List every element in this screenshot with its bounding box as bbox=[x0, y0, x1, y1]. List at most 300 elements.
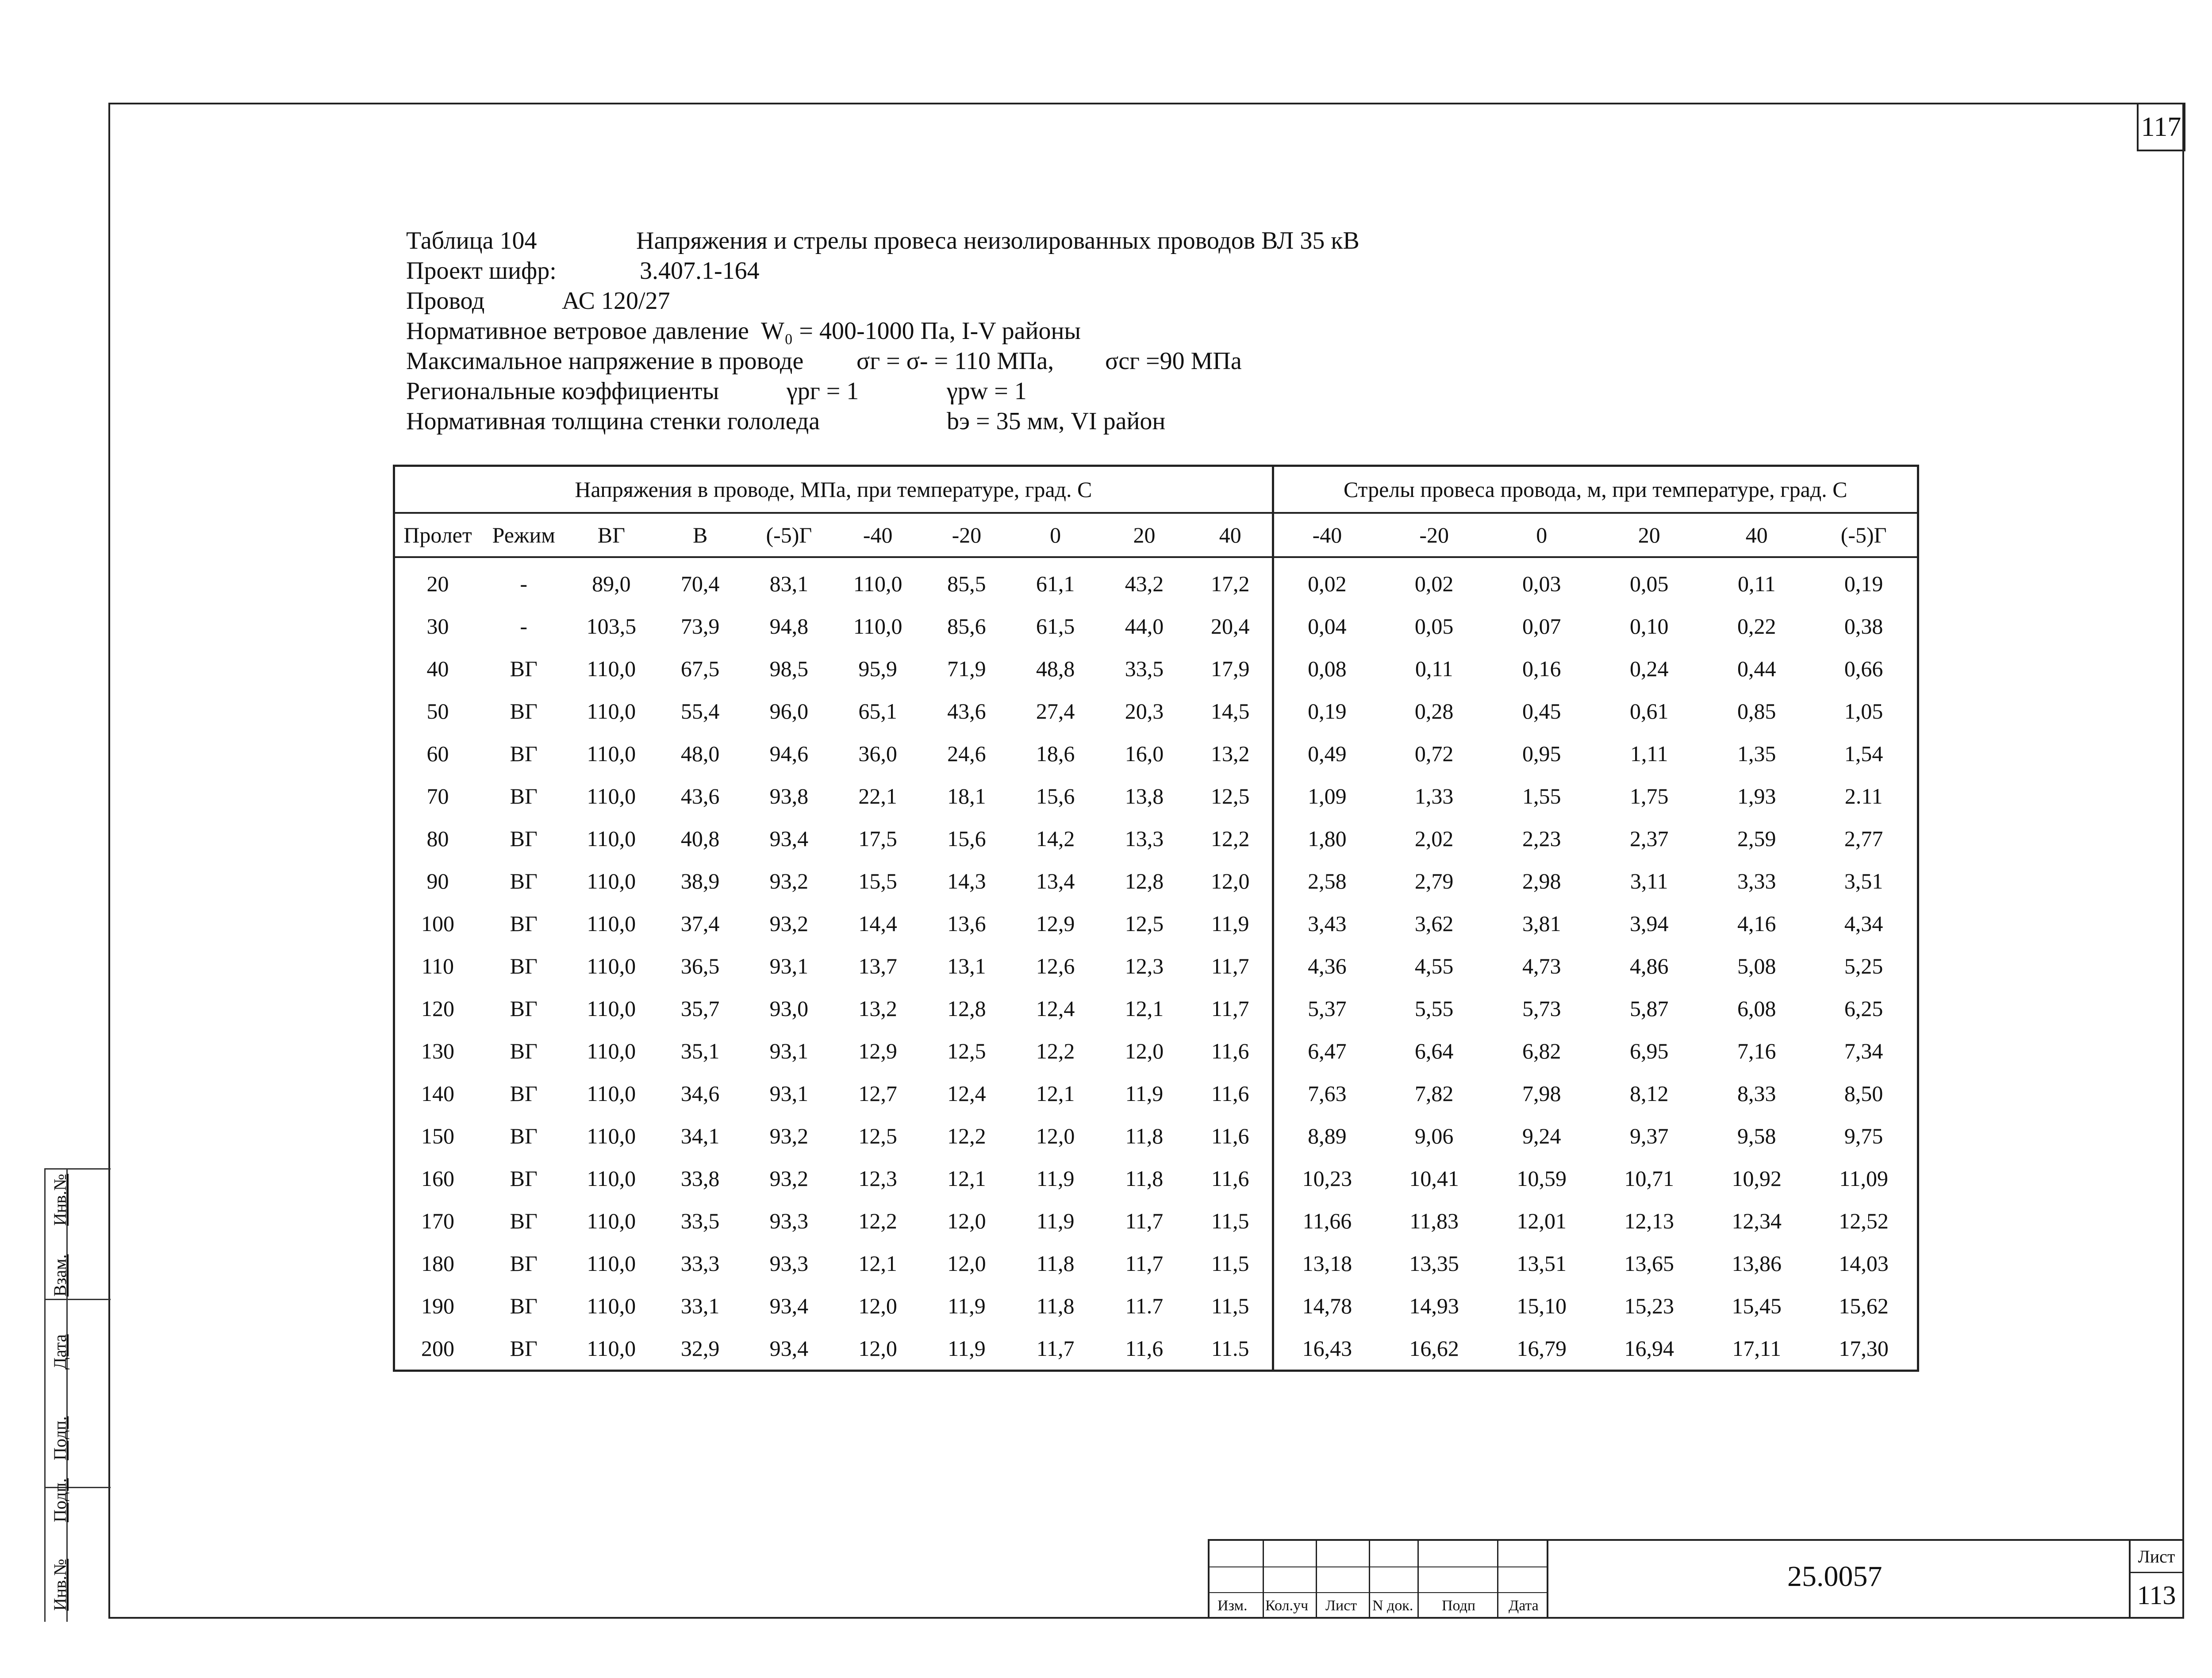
table-cell: 110,0 bbox=[587, 911, 636, 936]
table-cell: 11,8 bbox=[1125, 1166, 1164, 1191]
table-cell: 16,94 bbox=[1624, 1336, 1674, 1361]
table-cell: 27,4 bbox=[1036, 699, 1075, 724]
table-cell: 93,0 bbox=[769, 996, 809, 1021]
table-cell: 3,11 bbox=[1630, 869, 1668, 893]
table-cell: 12,0 bbox=[1036, 1124, 1075, 1148]
table-cell: 1,75 bbox=[1629, 784, 1669, 808]
table-cell: 12,01 bbox=[1517, 1208, 1567, 1233]
table-row bbox=[394, 860, 1918, 902]
table-cell: 13,2 bbox=[1210, 741, 1250, 766]
table-cell: 15,23 bbox=[1624, 1293, 1674, 1318]
table-cell: 93,2 bbox=[769, 1124, 809, 1148]
table-cell: 3,94 bbox=[1629, 911, 1669, 936]
tb-label-date: Дата bbox=[1509, 1597, 1539, 1614]
table-cell: 11,7 bbox=[1125, 1251, 1164, 1276]
table-cell: 0,16 bbox=[1522, 656, 1561, 681]
column-header: (-5)Г bbox=[745, 513, 833, 557]
table-cell: 17,30 bbox=[1839, 1336, 1889, 1361]
table-cell: 11,9 bbox=[1125, 1081, 1164, 1106]
column-header: 20 bbox=[1100, 513, 1189, 557]
table-cell: 80 bbox=[426, 826, 449, 851]
column-header: 0 bbox=[1488, 513, 1595, 557]
table-cell: 94,8 bbox=[769, 614, 809, 639]
table-cell: 4,34 bbox=[1844, 911, 1883, 936]
table-cell: ВГ bbox=[510, 826, 538, 851]
table-cell: 5,25 bbox=[1844, 954, 1883, 978]
table-cell: 93,3 bbox=[769, 1251, 809, 1276]
column-header: (-5)Г bbox=[1810, 513, 1918, 557]
table-cell: 160 bbox=[421, 1166, 454, 1191]
table-cell: 0,66 bbox=[1844, 656, 1883, 681]
table-cell: 93,1 bbox=[769, 1039, 809, 1063]
table-cell: 38,9 bbox=[680, 869, 720, 893]
table-cell: 43,2 bbox=[1125, 571, 1164, 596]
table-row bbox=[394, 1327, 1918, 1371]
table-cell: 0,05 bbox=[1414, 614, 1454, 639]
table-row bbox=[394, 902, 1918, 945]
table-cell: 12,9 bbox=[1036, 911, 1075, 936]
table-cell: 12,0 bbox=[947, 1251, 986, 1276]
table-cell: 15,62 bbox=[1839, 1293, 1889, 1318]
table-cell: 1,35 bbox=[1737, 741, 1776, 766]
table-cell: 0,02 bbox=[1273, 557, 1380, 605]
table-cell: 14,3 bbox=[947, 869, 986, 893]
table-cell: 1,05 bbox=[1844, 699, 1883, 724]
table-cell: 67,5 bbox=[680, 656, 720, 681]
coef-label: Региональные коэффициенты bbox=[406, 377, 719, 405]
table-cell: 15,45 bbox=[1732, 1293, 1782, 1318]
table-cell: 4,73 bbox=[1522, 954, 1561, 978]
table-cell: 11,5 bbox=[1211, 1251, 1249, 1276]
side-label-inv-2: Инв.№ bbox=[50, 1559, 70, 1611]
table-cell: 12,1 bbox=[1125, 996, 1164, 1021]
table-cell: 10,92 bbox=[1732, 1166, 1782, 1191]
table-cell: 61,1 bbox=[1036, 571, 1075, 596]
column-header: В bbox=[656, 513, 745, 557]
table-cell: 71,9 bbox=[947, 656, 986, 681]
table-cell: 5,37 bbox=[1273, 987, 1380, 1030]
table-cell: 89,0 bbox=[592, 571, 631, 596]
tb-label-list: Лист bbox=[1325, 1597, 1357, 1614]
table-cell: 0,07 bbox=[1522, 614, 1561, 639]
table-cell: 110,0 bbox=[587, 741, 636, 766]
page-number-top: 117 bbox=[2137, 103, 2185, 151]
table-cell: 22,1 bbox=[858, 784, 897, 808]
table-cell: 110,0 bbox=[587, 996, 636, 1021]
table-cell: 93,8 bbox=[769, 784, 809, 808]
tb-label-kolych: Кол.уч bbox=[1265, 1597, 1309, 1614]
table-cell: 11,7 bbox=[1211, 954, 1249, 978]
stress-value-2: σсг =90 МПа bbox=[1105, 347, 1242, 375]
table-cell: 11,9 bbox=[1211, 911, 1249, 936]
table-cell: 12,2 bbox=[858, 1208, 897, 1233]
table-cell: 11,9 bbox=[948, 1293, 986, 1318]
table-cell: 20,4 bbox=[1210, 614, 1250, 639]
table-cell: 12,5 bbox=[858, 1124, 897, 1148]
table-cell: 6,25 bbox=[1844, 996, 1883, 1021]
table-cell: 93,2 bbox=[769, 911, 809, 936]
table-cell: 34,6 bbox=[680, 1081, 720, 1106]
wind-label: Нормативное ветровое давление bbox=[406, 317, 749, 345]
table-cell: 6,47 bbox=[1273, 1030, 1380, 1072]
table-cell: 0,19 bbox=[1844, 571, 1883, 596]
table-cell: 11,7 bbox=[1211, 996, 1249, 1021]
tb-label-podp: Подп bbox=[1442, 1597, 1476, 1614]
table-cell: 13,8 bbox=[1125, 784, 1164, 808]
table-cell: 3,81 bbox=[1522, 911, 1561, 936]
table-cell: 0,38 bbox=[1844, 614, 1883, 639]
table-cell: 11,9 bbox=[948, 1336, 986, 1361]
table-cell: 16,62 bbox=[1409, 1336, 1459, 1361]
table-cell: 1,80 bbox=[1273, 817, 1380, 860]
table-cell: 110,0 bbox=[853, 614, 902, 639]
table-cell: 200 bbox=[421, 1336, 454, 1361]
table-cell: 4,36 bbox=[1273, 945, 1380, 987]
table-cell: 13,7 bbox=[858, 954, 897, 978]
table-cell: 70,4 bbox=[680, 571, 720, 596]
table-cell: 6,82 bbox=[1522, 1039, 1561, 1063]
table-cell: 1,93 bbox=[1737, 784, 1776, 808]
table-cell: 110,0 bbox=[587, 1251, 636, 1276]
column-header: -20 bbox=[922, 513, 1011, 557]
table-cell: 103,5 bbox=[586, 614, 637, 639]
table-cell: 11,5 bbox=[1211, 1293, 1249, 1318]
table-cell: 24,6 bbox=[947, 741, 986, 766]
table-cell: 0,24 bbox=[1629, 656, 1669, 681]
table-cell: 12,3 bbox=[858, 1166, 897, 1191]
table-cell: 33,3 bbox=[680, 1251, 720, 1276]
table-cell: ВГ bbox=[510, 869, 538, 893]
table-cell: 94,6 bbox=[769, 741, 809, 766]
table-cell: 12,1 bbox=[858, 1251, 897, 1276]
table-cell: 12,2 bbox=[947, 1124, 986, 1148]
column-header: -40 bbox=[1273, 513, 1380, 557]
table-cell: 110,0 bbox=[587, 1081, 636, 1106]
table-cell: 11,8 bbox=[1036, 1293, 1075, 1318]
table-row bbox=[394, 945, 1918, 987]
table-cell: 93,4 bbox=[769, 1336, 809, 1361]
title-block bbox=[1208, 1539, 2184, 1619]
table-cell: 65,1 bbox=[858, 699, 897, 724]
table-cell: 13,4 bbox=[1036, 869, 1075, 893]
table-cell: 11,8 bbox=[1036, 1251, 1075, 1276]
table-cell: 2,98 bbox=[1522, 869, 1561, 893]
table-cell: 43,6 bbox=[680, 784, 720, 808]
table-cell: 1,33 bbox=[1414, 784, 1454, 808]
table-cell: 12,5 bbox=[947, 1039, 986, 1063]
table-cell: ВГ bbox=[510, 784, 538, 808]
table-cell: 20 bbox=[426, 571, 449, 596]
table-cell: ВГ bbox=[510, 1166, 538, 1191]
table-cell: 12,34 bbox=[1732, 1208, 1782, 1233]
table-cell: 95,9 bbox=[858, 656, 897, 681]
table-cell: 0,95 bbox=[1522, 741, 1561, 766]
table-cell: 110,0 bbox=[587, 1124, 636, 1148]
side-label-inv-1: Инв.№ bbox=[50, 1174, 70, 1226]
table-cell: 4,16 bbox=[1737, 911, 1776, 936]
table-cell: 4,86 bbox=[1629, 954, 1669, 978]
table-cell: 16,0 bbox=[1125, 741, 1164, 766]
table-cell: 120 bbox=[421, 996, 454, 1021]
column-header: Пролет bbox=[394, 513, 480, 557]
table-cell: 0,04 bbox=[1273, 605, 1380, 647]
table-cell: 70 bbox=[426, 784, 449, 808]
table-cell: 93,4 bbox=[769, 1293, 809, 1318]
table-cell: 55,4 bbox=[680, 699, 720, 724]
table-cell: 6,08 bbox=[1737, 996, 1776, 1021]
table-cell: 110,0 bbox=[587, 784, 636, 808]
wind-value: W₀ = 400-1000 Па, I-V районы bbox=[761, 317, 1081, 345]
ice-value: bэ = 35 мм, VI район bbox=[947, 408, 1166, 435]
table-cell: - bbox=[520, 614, 528, 639]
table-cell: 9,58 bbox=[1737, 1124, 1776, 1148]
table-row bbox=[394, 605, 1918, 647]
table-cell: 0,28 bbox=[1414, 699, 1454, 724]
table-cell: 2,59 bbox=[1737, 826, 1776, 851]
table-cell: 2,23 bbox=[1522, 826, 1561, 851]
table-cell: 48,0 bbox=[680, 741, 720, 766]
table-cell: ВГ bbox=[510, 996, 538, 1021]
table-cell: 3,33 bbox=[1737, 869, 1776, 893]
table-cell: 110,0 bbox=[587, 869, 636, 893]
table-cell: 1,55 bbox=[1522, 784, 1561, 808]
table-cell: 10,71 bbox=[1624, 1166, 1674, 1191]
table-cell: 85,5 bbox=[947, 571, 986, 596]
table-cell: 2,79 bbox=[1414, 869, 1454, 893]
table-cell: 0,02 bbox=[1414, 571, 1454, 596]
project-label: Проект шифр: bbox=[406, 257, 557, 285]
table-cell: 7,82 bbox=[1414, 1081, 1454, 1106]
table-cell: 190 bbox=[421, 1293, 454, 1318]
table-cell: 110,0 bbox=[587, 1336, 636, 1361]
table-cell: 2,37 bbox=[1629, 826, 1669, 851]
table-cell: 43,6 bbox=[947, 699, 986, 724]
table-cell: 0,44 bbox=[1737, 656, 1776, 681]
column-header: 40 bbox=[1703, 513, 1810, 557]
table-cell: 3,43 bbox=[1273, 902, 1380, 945]
sheet-label: Лист bbox=[2131, 1541, 2182, 1573]
column-header: -40 bbox=[833, 513, 922, 557]
table-cell: 2.11 bbox=[1844, 784, 1883, 808]
table-row bbox=[394, 1030, 1918, 1072]
table-cell: 11,6 bbox=[1211, 1039, 1249, 1063]
table-cell: ВГ bbox=[510, 1336, 538, 1361]
table-cell: 36,5 bbox=[680, 954, 720, 978]
table-cell: 11,7 bbox=[1125, 1208, 1164, 1233]
table-row bbox=[394, 1285, 1918, 1327]
table-cell: 10,59 bbox=[1517, 1166, 1567, 1191]
table-cell: 0,19 bbox=[1273, 690, 1380, 732]
table-cell: 10,41 bbox=[1409, 1166, 1459, 1191]
table-row bbox=[394, 775, 1918, 817]
table-cell: 14,5 bbox=[1210, 699, 1250, 724]
wire-value: АС 120/27 bbox=[562, 287, 670, 315]
coef-value-2: γpw = 1 bbox=[947, 377, 1027, 405]
table-cell: 7,98 bbox=[1522, 1081, 1561, 1106]
table-cell: - bbox=[520, 571, 528, 596]
table-cell: 33,8 bbox=[680, 1166, 720, 1191]
table-cell: 12,0 bbox=[858, 1293, 897, 1318]
table-cell: 11,6 bbox=[1125, 1336, 1164, 1361]
table-cell: 12,0 bbox=[1125, 1039, 1164, 1063]
table-cell: 11,8 bbox=[1125, 1124, 1164, 1148]
table-cell: 110,0 bbox=[587, 1293, 636, 1318]
column-header: 40 bbox=[1189, 513, 1273, 557]
table-cell: 11,83 bbox=[1409, 1208, 1459, 1233]
table-cell: 130 bbox=[421, 1039, 454, 1063]
table-cell: 15,6 bbox=[947, 826, 986, 851]
table-cell: 98,5 bbox=[769, 656, 809, 681]
table-cell: 8,50 bbox=[1844, 1081, 1883, 1106]
table-cell: 5,73 bbox=[1522, 996, 1561, 1021]
table-cell: 6,64 bbox=[1414, 1039, 1454, 1063]
table-cell: 3,62 bbox=[1414, 911, 1454, 936]
side-label-date: Дата bbox=[50, 1334, 70, 1370]
table-cell: 15,6 bbox=[1036, 784, 1075, 808]
table-cell: 5,55 bbox=[1414, 996, 1454, 1021]
table-cell: 12,0 bbox=[947, 1208, 986, 1233]
tb-label-izm: Изм. bbox=[1217, 1597, 1248, 1614]
table-cell: 12,5 bbox=[1210, 784, 1250, 808]
table-cell: 0,49 bbox=[1273, 732, 1380, 775]
table-cell: 14,93 bbox=[1409, 1293, 1459, 1318]
table-cell: ВГ bbox=[510, 741, 538, 766]
table-cell: 12,13 bbox=[1624, 1208, 1674, 1233]
table-cell: 18,6 bbox=[1036, 741, 1075, 766]
table-cell: 12,0 bbox=[858, 1336, 897, 1361]
table-cell: 150 bbox=[421, 1124, 454, 1148]
table-cell: 17,9 bbox=[1210, 656, 1250, 681]
table-cell: 33,5 bbox=[680, 1208, 720, 1233]
table-cell: 17,11 bbox=[1732, 1336, 1782, 1361]
table-cell: 140 bbox=[421, 1081, 454, 1106]
table-cell: 1,11 bbox=[1630, 741, 1668, 766]
table-cell: 11,09 bbox=[1839, 1166, 1888, 1191]
table-cell: 44,0 bbox=[1125, 614, 1164, 639]
table-cell: 10,23 bbox=[1273, 1157, 1380, 1200]
table-cell: 14,03 bbox=[1839, 1251, 1889, 1276]
table-cell: 11,66 bbox=[1273, 1200, 1380, 1242]
revision-grid bbox=[1208, 1539, 1548, 1619]
table-cell: 9,37 bbox=[1629, 1124, 1669, 1148]
table-cell: 11,9 bbox=[1036, 1208, 1075, 1233]
table-cell: 13,6 bbox=[947, 911, 986, 936]
table-row bbox=[394, 557, 1918, 605]
document-code: 25.0057 bbox=[1787, 1560, 1882, 1593]
table-cell: 0,61 bbox=[1629, 699, 1669, 724]
table-cell: ВГ bbox=[510, 1251, 538, 1276]
table-cell: 15,10 bbox=[1517, 1293, 1567, 1318]
table-cell: 5,08 bbox=[1737, 954, 1776, 978]
table-row bbox=[394, 987, 1918, 1030]
table-cell: 0,11 bbox=[1737, 571, 1776, 596]
table-cell: 18,1 bbox=[947, 784, 986, 808]
table-cell: 1,54 bbox=[1844, 741, 1883, 766]
table-cell: 6,95 bbox=[1629, 1039, 1669, 1063]
table-title: Напряжения и стрелы провеса неизолированных проводов ВЛ 35 кВ bbox=[636, 227, 1359, 254]
column-header: Режим bbox=[480, 513, 567, 557]
table-cell: ВГ bbox=[510, 911, 538, 936]
table-cell: 93,1 bbox=[769, 1081, 809, 1106]
table-row bbox=[394, 647, 1918, 690]
table-cell: 180 bbox=[421, 1251, 454, 1276]
table-cell: 35,1 bbox=[680, 1039, 720, 1063]
table-cell: 12,2 bbox=[1210, 826, 1250, 851]
table-cell: 8,33 bbox=[1737, 1081, 1776, 1106]
table-cell: 0,03 bbox=[1522, 571, 1561, 596]
table-cell: 11,7 bbox=[1036, 1336, 1075, 1361]
column-header: ВГ bbox=[567, 513, 656, 557]
table-cell: 13,1 bbox=[947, 954, 986, 978]
table-cell: 9,75 bbox=[1844, 1124, 1883, 1148]
table-cell: 14,2 bbox=[1036, 826, 1075, 851]
table-cell: 0,05 bbox=[1629, 571, 1669, 596]
table-cell: 7,63 bbox=[1273, 1072, 1380, 1115]
table-cell: 12,1 bbox=[947, 1166, 986, 1191]
table-cell: 83,1 bbox=[769, 571, 809, 596]
table-cell: 61,5 bbox=[1036, 614, 1075, 639]
table-cell: 0,10 bbox=[1629, 614, 1669, 639]
table-cell: 12,2 bbox=[1036, 1039, 1075, 1063]
table-cell: 12,8 bbox=[1125, 869, 1164, 893]
table-cell: 16,79 bbox=[1517, 1336, 1567, 1361]
table-cell: 40 bbox=[426, 656, 449, 681]
table-cell: 12,4 bbox=[947, 1081, 986, 1106]
table-cell: 110,0 bbox=[587, 1166, 636, 1191]
table-cell: 11,9 bbox=[1036, 1166, 1075, 1191]
table-row bbox=[394, 1115, 1918, 1157]
table-cell: ВГ bbox=[510, 1208, 538, 1233]
stress-label: Максимальное напряжение в проводе bbox=[406, 347, 804, 375]
table-cell: 13,35 bbox=[1409, 1251, 1459, 1276]
table-cell: 0,11 bbox=[1415, 656, 1453, 681]
table-cell: 9,24 bbox=[1522, 1124, 1561, 1148]
table-cell: 12,52 bbox=[1839, 1208, 1889, 1233]
table-cell: 11.7 bbox=[1125, 1293, 1164, 1318]
table-label: Таблица 104 bbox=[406, 227, 537, 254]
sag-stress-table bbox=[393, 465, 1919, 1372]
side-label-podp-2: Подп. bbox=[50, 1478, 70, 1522]
table-cell: 33,5 bbox=[1125, 656, 1164, 681]
table-cell: 12,9 bbox=[858, 1039, 897, 1063]
table-cell: 93,1 bbox=[769, 954, 809, 978]
table-cell: 7,16 bbox=[1737, 1039, 1776, 1063]
table-cell: 9,06 bbox=[1414, 1124, 1454, 1148]
table-cell: 85,6 bbox=[947, 614, 986, 639]
table-cell: 12,4 bbox=[1036, 996, 1075, 1021]
table-cell: 13,3 bbox=[1125, 826, 1164, 851]
table-cell: 93,2 bbox=[769, 1166, 809, 1191]
table-cell: 13,51 bbox=[1517, 1251, 1567, 1276]
table-cell: 3,51 bbox=[1844, 869, 1883, 893]
table-cell: ВГ bbox=[510, 1081, 538, 1106]
table-cell: 2,58 bbox=[1273, 860, 1380, 902]
table-cell: 13,18 bbox=[1273, 1242, 1380, 1285]
table-cell: 16,43 bbox=[1273, 1327, 1380, 1371]
sheet-number: 113 bbox=[2137, 1580, 2176, 1610]
table-cell: 2,77 bbox=[1844, 826, 1883, 851]
table-row bbox=[394, 1072, 1918, 1115]
table-cell: 12,7 bbox=[858, 1081, 897, 1106]
table-cell: ВГ bbox=[510, 954, 538, 978]
table-cell: 110,0 bbox=[587, 699, 636, 724]
table-cell: 8,89 bbox=[1273, 1115, 1380, 1157]
table-cell: 110,0 bbox=[587, 954, 636, 978]
table-cell: 93,2 bbox=[769, 869, 809, 893]
table-cell: 4,55 bbox=[1414, 954, 1454, 978]
table-cell: ВГ bbox=[510, 699, 538, 724]
table-cell: 14,78 bbox=[1273, 1285, 1380, 1327]
